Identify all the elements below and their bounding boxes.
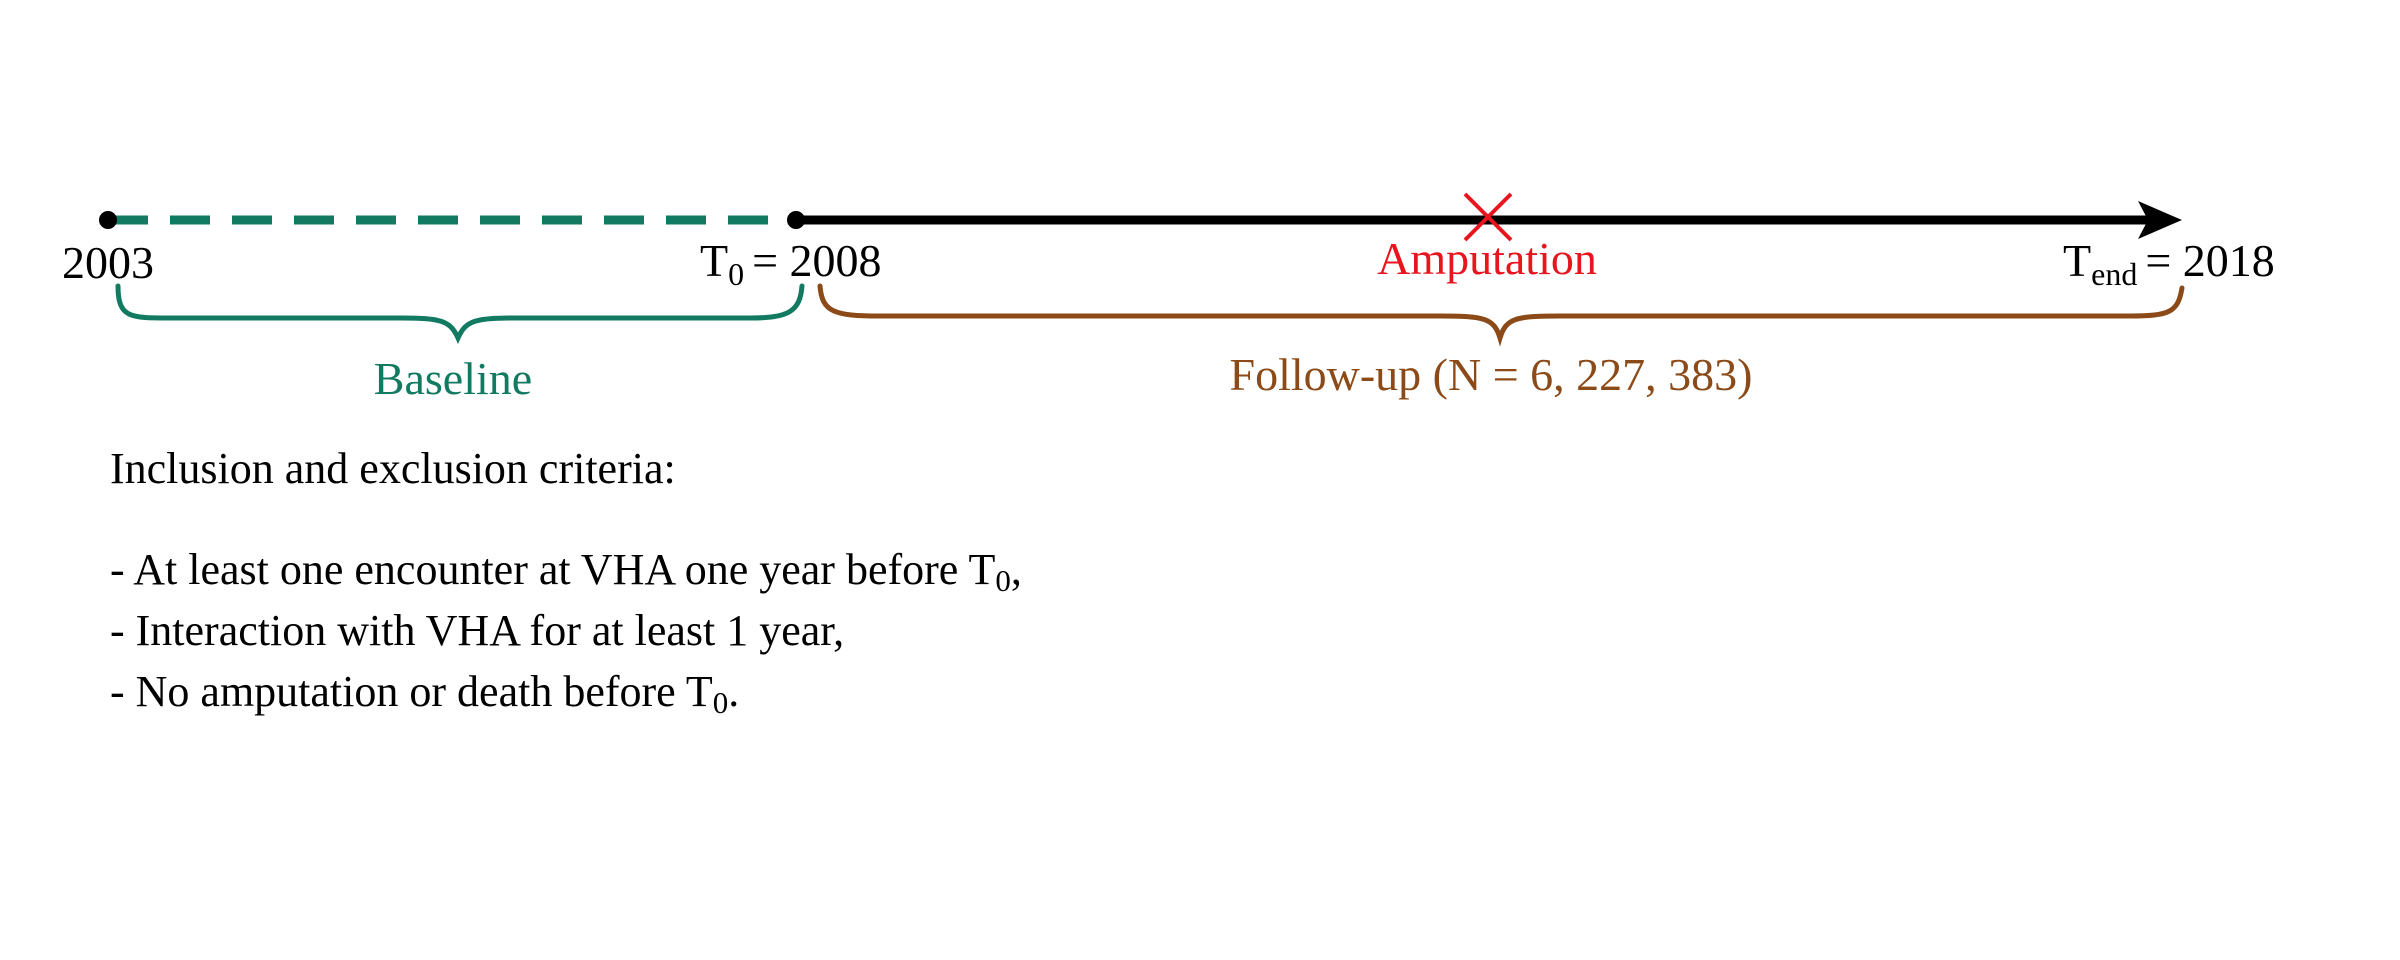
criteria-list	[110, 539, 1022, 722]
t0-label	[700, 235, 882, 292]
followup-brace	[820, 286, 2182, 338]
baseline-brace	[118, 286, 802, 338]
criteria-heading: Inclusion and exclusion criteria:	[110, 444, 676, 493]
start-point	[99, 211, 117, 229]
t0-point	[787, 211, 805, 229]
criteria-item: - Interaction with VHA for at least 1 year,	[110, 606, 845, 655]
criteria-item: - No amputation or death before $T_0$.	[110, 667, 740, 720]
tend-label	[2063, 235, 2275, 292]
t0-symbol: T	[700, 235, 729, 286]
tend-symbol: T	[2063, 235, 2092, 286]
tend-value: = 2018	[2145, 235, 2275, 286]
t0-subscript: 0	[728, 256, 745, 292]
t0-value: = 2008	[752, 235, 882, 286]
tend-subscript: end	[2091, 256, 2138, 292]
baseline-label: Baseline	[373, 353, 533, 404]
amputation-label: Amputation	[1377, 233, 1597, 284]
followup-label: Follow-up (N = 6, 227, 383)	[1229, 349, 1753, 400]
criteria-block	[110, 438, 1022, 722]
start-year-label: 2003	[62, 237, 154, 288]
criteria-item: - At least one encounter at VHA one year before $T_0$,	[110, 545, 1022, 598]
